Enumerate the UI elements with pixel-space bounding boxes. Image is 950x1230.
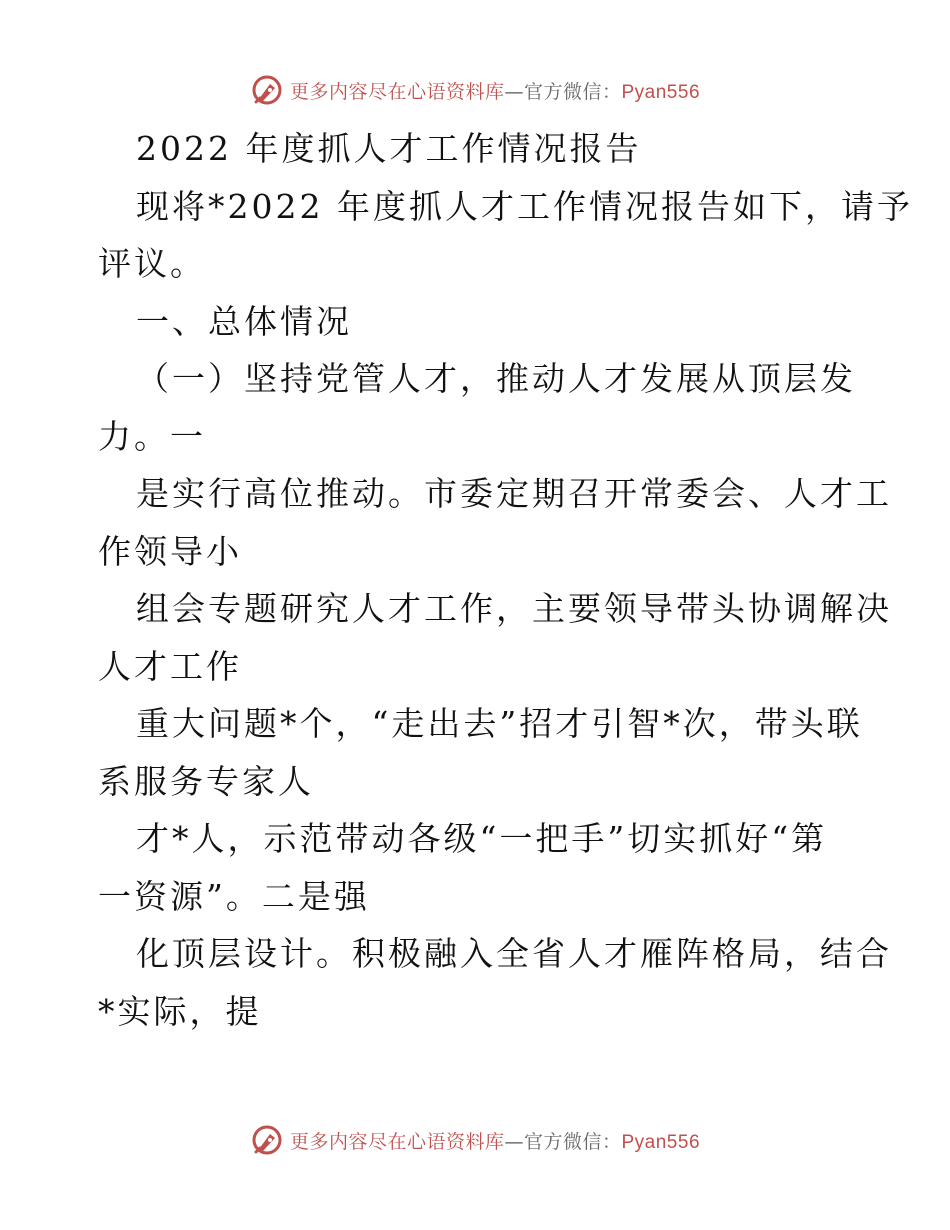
section-heading: 一、总体情况 bbox=[136, 301, 352, 341]
document-body bbox=[98, 120, 913, 1040]
paragraph-line: 一资源”。二是强 bbox=[98, 876, 370, 916]
paragraph-line: 重大问题*个，“走出去”招才引智*次，带头联 bbox=[136, 704, 863, 743]
paragraph-line: 力。一 bbox=[98, 416, 206, 456]
watermark-text: 更多内容尽在心语资料库—官方微信：Pyan556 bbox=[289, 80, 701, 103]
pen-nib-logo-icon bbox=[250, 1123, 284, 1157]
paragraph-line: 化顶层设计。积极融入全省人才雁阵格局，结合 bbox=[136, 934, 892, 973]
paragraph-line: *实际，提 bbox=[98, 991, 262, 1031]
paragraph-line: 是实行高位推动。市委定期召开常委会、人才工 bbox=[136, 474, 892, 513]
paragraph-line: 评议。 bbox=[98, 244, 206, 283]
pen-nib-logo-icon bbox=[250, 73, 284, 107]
paragraph-line: 系服务专家人 bbox=[98, 761, 314, 801]
document-title: 2022 年度抓人才工作情况报告 bbox=[136, 129, 642, 168]
paragraph-line: 才*人，示范带动各级“一把手”切实抓好“第 bbox=[136, 819, 828, 858]
footer-watermark bbox=[0, 1120, 950, 1160]
paragraph-line: 人才工作 bbox=[98, 646, 242, 686]
header-watermark bbox=[0, 70, 950, 110]
paragraph-line: 组会专题研究人才工作，主要领导带头协调解决 bbox=[136, 589, 892, 628]
paragraph-line: 作领导小 bbox=[98, 531, 242, 571]
subsection-heading: （一）坚持党管人才，推动人才发展从顶层发 bbox=[136, 359, 856, 398]
paragraph-line: 现将*2022 年度抓人才工作情况报告如下，请予 bbox=[136, 186, 913, 226]
watermark-text: 更多内容尽在心语资料库—官方微信：Pyan556 bbox=[289, 1130, 701, 1153]
